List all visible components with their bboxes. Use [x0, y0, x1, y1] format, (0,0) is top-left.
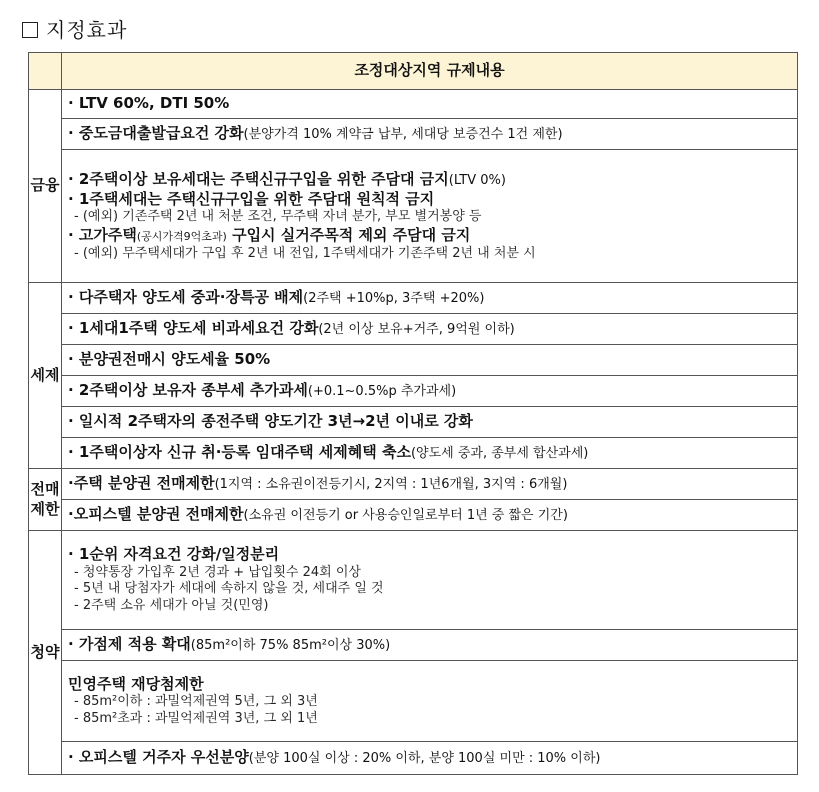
tax-row-5: · 일시적 2주택자의 종전주택 양도기간 3년→2년 이내로 강화 — [62, 407, 798, 438]
header-empty-cell — [29, 53, 62, 90]
table-row — [29, 630, 798, 661]
finance-mortgage-row: · 2주택이상 보유세대는 주택신규구입을 위한 주담대 금지(LTV 0%) · 1주택세대는 주택신규구입을 위한 주담대 원칙적 금지 - (예외) 기존주택 2년 내 처분 조건, 무주택 자녀 분가, 부모 별거봉양 등 · 고가주택(공시가격9억초과) 구입시 실거주목적 제외 주담대 금지 - (예외) 무주택세대가 구입 후 2년 내 전입, 1주택세대가 기존주택 2년 내 처분 시 — [62, 150, 798, 283]
subscription-row-2: · 가점제 적용 확대(85m²이하 75% 85m²이상 30%) — [62, 630, 798, 661]
table-row — [29, 500, 798, 531]
table-row — [29, 314, 798, 345]
category-subscription: 청약 — [29, 531, 62, 775]
subscription-row-3: 민영주택 재당첨제한 - 85m²이하 : 과밀억제권역 5년, 그 외 3년 - 85m²초과 : 과밀억제권역 3년, 그 외 1년 — [62, 661, 798, 742]
table-row — [29, 150, 798, 283]
finance-midloan-row: · 중도금대출발급요건 강화(분양가격 10% 계약금 납부, 세대당 보증건수 1건 제한) — [62, 119, 798, 150]
table-row — [29, 469, 798, 500]
table-row — [29, 376, 798, 407]
table-header: 조정대상지역 규제내용 — [62, 53, 798, 90]
tax-row-6: · 1주택이상자 신규 취·등록 임대주택 세제혜택 축소(양도세 중과, 종부세 합산과세) — [62, 438, 798, 469]
tax-row-3: · 분양권전매시 양도세율 50% — [62, 345, 798, 376]
subscription-row-1: · 1순위 자격요건 강화/일정분리 - 청약통장 가입후 2년 경과 + 납입횟수 24회 이상 - 5년 내 당첨자가 세대에 속하지 않을 것, 세대주 일 것 - 2주택 소유 세대가 아닐 것(민영) — [62, 531, 798, 630]
category-finance: 금융 — [29, 90, 62, 283]
table-row — [29, 531, 798, 630]
category-tax: 세제 — [29, 283, 62, 469]
tax-row-2: · 1세대1주택 양도세 비과세요건 강화(2년 이상 보유+거주, 9억원 이하) — [62, 314, 798, 345]
header-row — [29, 53, 798, 90]
page-title-text: 지정효과 — [46, 18, 128, 42]
table-row — [29, 438, 798, 469]
tax-row-4: · 2주택이상 보유자 종부세 추가과세(+0.1~0.5%p 추가과세) — [62, 376, 798, 407]
table-row — [29, 119, 798, 150]
table-row — [29, 407, 798, 438]
table-row — [29, 742, 798, 775]
tax-row-1: · 다주택자 양도세 중과·장특공 배제(2주택 +10%p, 3주택 +20%) — [62, 283, 798, 314]
finance-ltv-row: · LTV 60%, DTI 50% — [62, 90, 798, 119]
subscription-row-4: · 오피스텔 거주자 우선분양(분양 100실 이상 : 20% 이하, 분양 100실 미만 : 10% 이하) — [62, 742, 798, 775]
page-title — [22, 14, 127, 43]
checkbox-square-icon — [22, 22, 38, 38]
table-row — [29, 345, 798, 376]
table-row — [29, 283, 798, 314]
resale-row-1: ·주택 분양권 전매제한(1지역 : 소유권이전등기시, 2지역 : 1년6개월, 3지역 : 6개월) — [62, 469, 798, 500]
regulation-table — [28, 52, 798, 775]
table-row — [29, 90, 798, 119]
category-resale: 전매 제한 — [29, 469, 62, 531]
resale-row-2: ·오피스텔 분양권 전매제한(소유권 이전등기 or 사용승인일로부터 1년 중 짧은 기간) — [62, 500, 798, 531]
table-row — [29, 661, 798, 742]
